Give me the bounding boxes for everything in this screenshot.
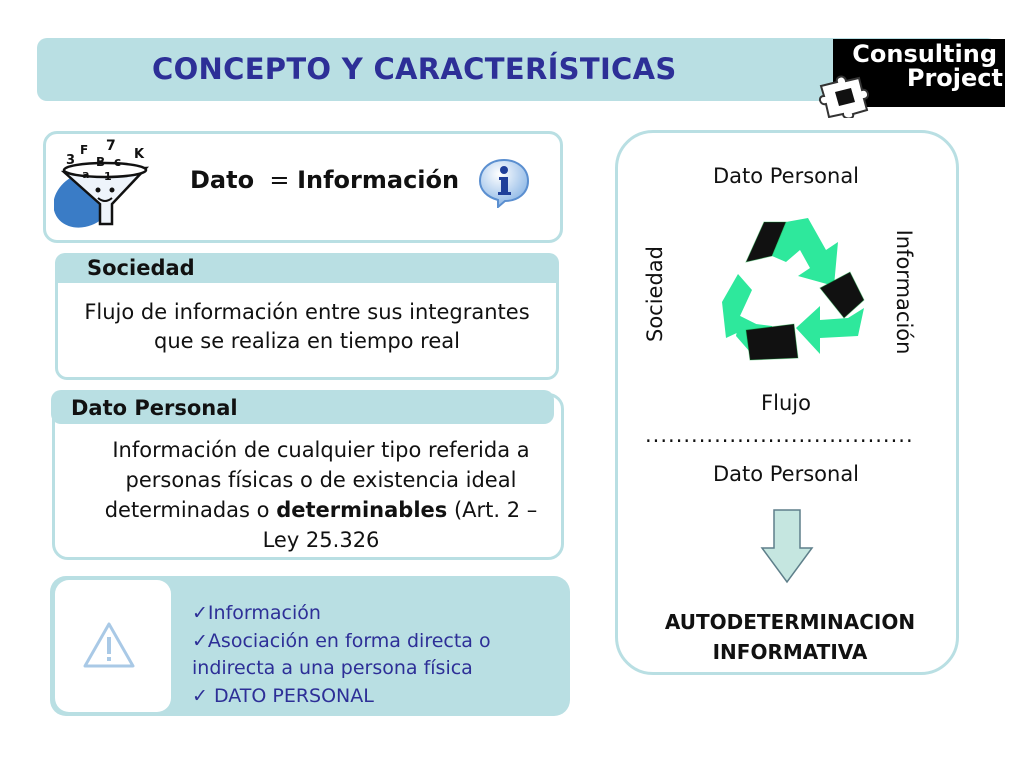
svg-text:K: K (134, 147, 145, 162)
conclusion-line-1: AUTODETERMINACION (664, 610, 916, 634)
conclusion-text (620, 607, 960, 667)
logo-line-1: Consulting (852, 40, 997, 68)
down-arrow-icon (760, 508, 814, 584)
equals-sign: = (269, 166, 290, 194)
line-3-suffix: (Art. 2 – (447, 498, 538, 522)
dato-equals-informacion (190, 166, 459, 194)
cycle-top-label: Dato Personal (712, 164, 860, 188)
warning-icon (82, 620, 136, 670)
svg-text:3: 3 (66, 153, 76, 168)
result-label: Dato Personal (712, 462, 860, 486)
dato-personal-line-1: Información de cualquier tipo referida a (112, 438, 530, 462)
informacion-vertical-label: Información (892, 229, 916, 355)
logo-line-2: Project (906, 64, 1003, 92)
cycle-right-label (875, 222, 933, 362)
dato-personal-line-2: personas físicas o de existencia ideal (125, 468, 517, 492)
svg-text:1: 1 (104, 170, 112, 183)
checklist-item: ✓Información (192, 602, 321, 624)
checklist-items (192, 600, 491, 710)
svg-text:c: c (114, 155, 122, 169)
checklist-item: indirecta a una persona física (192, 657, 473, 679)
dato-personal-title: Dato Personal (71, 396, 238, 420)
dato-term: Dato (190, 166, 255, 194)
slide-title: CONCEPTO Y CARACTERÍSTICAS (152, 52, 677, 86)
puzzle-piece-icon (815, 72, 877, 118)
dato-personal-line-3 (78, 495, 564, 525)
svg-text:B: B (96, 155, 106, 169)
sociedad-line-1: Flujo de información entre sus integrantes (84, 300, 530, 324)
line-3-prefix: determinadas o (104, 498, 277, 522)
determinables-term: determinables (276, 498, 448, 522)
funnel-data-icon (54, 138, 158, 232)
sociedad-description (58, 298, 556, 356)
info-icon (478, 156, 530, 208)
checklist-item: ✓Asociación en forma directa o (192, 629, 491, 652)
recycle-icon (716, 212, 868, 370)
sociedad-vertical-label: Sociedad (643, 245, 667, 343)
informacion-term: Información (297, 166, 460, 194)
cycle-bottom-label: Flujo (761, 391, 811, 415)
dato-personal-description (78, 435, 564, 555)
svg-text:F: F (80, 143, 89, 157)
svg-text:a: a (82, 168, 90, 181)
sociedad-line-2: que se realiza en tiempo real (154, 329, 460, 353)
svg-text:7: 7 (106, 138, 116, 154)
dato-personal-line-4: Ley 25.326 (262, 528, 380, 552)
cycle-left-label (626, 232, 684, 357)
conclusion-line-2: INFORMATIVA (712, 640, 868, 664)
sociedad-title: Sociedad (87, 256, 195, 280)
dotted-separator: ................................... (645, 423, 914, 447)
checklist-item: ✓ DATO PERSONAL (192, 684, 374, 707)
